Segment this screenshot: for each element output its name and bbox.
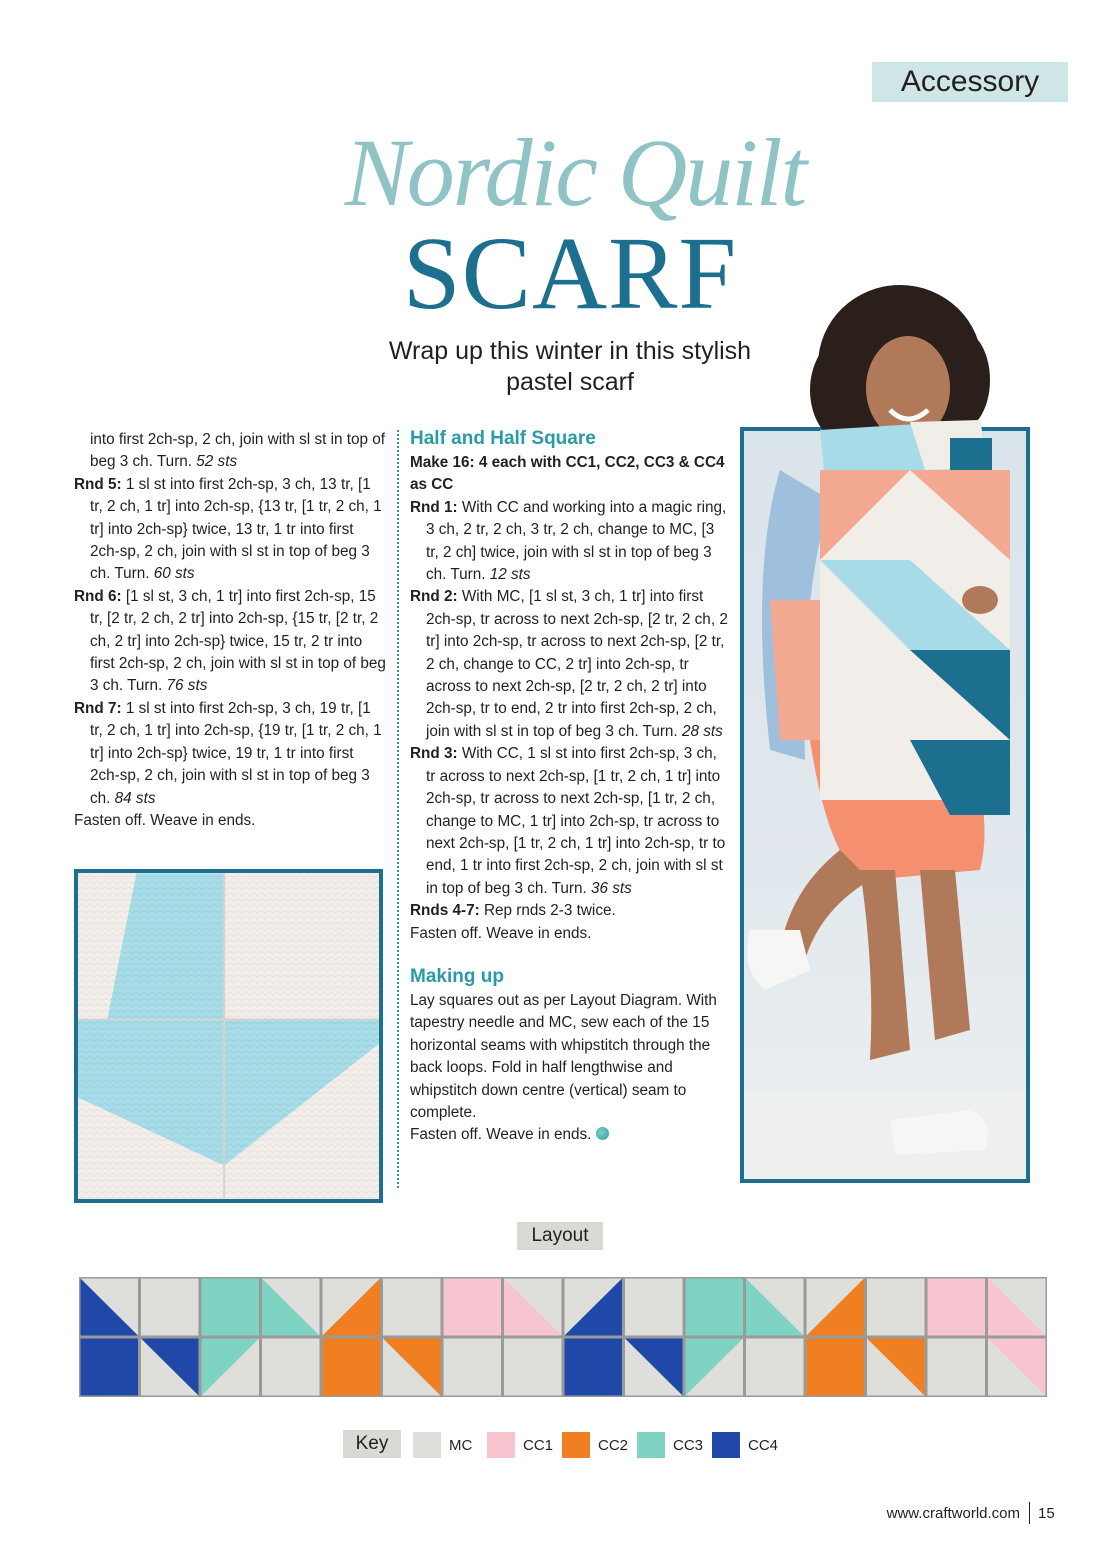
layout-cell	[79, 1337, 140, 1397]
layout-cell	[382, 1277, 443, 1337]
rounds-4-7: Rnds 4-7: Rep rnds 2-3 twice.	[410, 902, 616, 920]
key-swatch-label: CC3	[673, 1436, 704, 1454]
round-2: Rnd 2: With MC, [1 sl st, 3 ch, 1 tr] into first 2ch-sp, tr across to next 2ch-sp, [2 tr, 2 ch, 2 tr] into 2ch-sp, tr across to next 2ch-sp, [2 tr, 2 ch, change to CC, 2 tr] into 2ch-sp, tr across to next 2ch-sp, [2 tr, 2 ch, 2 tr] into 2ch-sp, tr to end, 2 tr into first 2ch-sp, 2 ch, join with sl st in top of beg 3 ch. Turn. 28 sts	[410, 588, 728, 740]
title-script: Nordic Quilt	[344, 119, 806, 226]
make-instruction: Make 16: 4 each with CC1, CC2, CC3 & CC4 as CC	[410, 454, 725, 494]
middle-column	[410, 427, 730, 1147]
layout-cell	[624, 1277, 685, 1337]
layout-cell	[563, 1337, 624, 1397]
layout-cell	[140, 1277, 201, 1337]
round-7: Rnd 7: 1 sl st into first 2ch-sp, 3 ch, 19 tr, [1 tr, 2 ch, 1 tr] into 2ch-sp, {19 tr, [1 tr, 2 ch, 1 tr] into 2ch-sp} twice, 19 tr, 1 tr into first 2ch-sp, 2 ch, join with sl st in top of beg 3 ch. 84 sts	[74, 699, 382, 807]
key-swatch	[712, 1432, 740, 1458]
key-item-cc2	[562, 1432, 628, 1458]
key-item-cc1	[487, 1432, 553, 1458]
heading-making-up: Making up	[410, 965, 504, 987]
swatch-photo	[74, 869, 383, 1203]
layout-cell	[926, 1277, 987, 1337]
key-item-mc	[413, 1432, 472, 1458]
layout-cell	[805, 1337, 866, 1397]
fasten-off-mid: Fasten off. Weave in ends.	[410, 924, 592, 942]
making-up-fasten: Fasten off. Weave in ends.	[410, 1124, 730, 1146]
heading-half-square: Half and Half Square	[410, 428, 596, 449]
layout-cell	[442, 1277, 503, 1337]
key-swatch-label: CC2	[598, 1436, 629, 1454]
key-item-cc3	[637, 1432, 703, 1458]
layout-cell	[684, 1277, 745, 1337]
layout-diagram	[79, 1277, 1047, 1397]
layout-label: Layout	[517, 1222, 603, 1250]
column-divider	[397, 430, 399, 1188]
key-swatch-label: CC1	[523, 1436, 554, 1454]
page-number: 15	[1038, 1505, 1055, 1522]
title-main: SCARF	[402, 216, 738, 331]
standfirst: Wrap up this winter in this stylish pastel scarf	[388, 337, 752, 396]
key-swatch-label: MC	[449, 1436, 473, 1454]
layout-cell	[866, 1277, 927, 1337]
key-item-cc4	[712, 1432, 778, 1458]
round-6: Rnd 6: [1 sl st, 3 ch, 1 tr] into first 2ch-sp, 15 tr, [2 tr, 2 ch, 2 tr] into 2ch-sp, {15 tr, [2 tr, 2 ch, 2 tr] into 2ch-sp} twice, 15 tr, 2 tr into first 2ch-sp, 2 ch, join with sl st in top of beg 3 ch. Turn. 76 sts	[74, 587, 386, 695]
making-up-text: Lay squares out as per Layout Diagram. With tapestry needle and MC, sew each of the 15 horizontal seams with whipstitch through the back loops. Fold in half lengthwise and whipstitch down centre (vertical) seam to complete.	[410, 991, 717, 1121]
footer-separator	[1029, 1502, 1030, 1524]
footer-url: www.craftworld.com	[886, 1505, 1020, 1522]
layout-cell	[745, 1337, 806, 1397]
layout-cell	[503, 1337, 564, 1397]
round-1: Rnd 1: With CC and working into a magic ring, 3 ch, 2 tr, 2 ch, 3 tr, 2 ch, change to MC, [3 tr, 2 ch] twice, join with sl st in top of beg 3 ch. Turn. 12 sts	[410, 498, 727, 584]
layout-cell	[926, 1337, 987, 1397]
key-swatch	[487, 1432, 515, 1458]
fasten-off: Fasten off. Weave in ends.	[74, 811, 256, 829]
layout-cell	[200, 1277, 261, 1337]
model-photo	[710, 270, 1040, 1190]
layout-cell	[442, 1337, 503, 1397]
left-column	[74, 429, 386, 832]
key-swatch	[413, 1432, 441, 1458]
key-swatch	[637, 1432, 665, 1458]
key-swatch	[562, 1432, 590, 1458]
layout-cell	[321, 1337, 382, 1397]
yarn-ball-icon	[596, 1127, 609, 1140]
key-swatch-label: CC4	[748, 1436, 779, 1454]
section-tag: Accessory	[872, 62, 1068, 102]
layout-cell	[261, 1337, 322, 1397]
key-label: Key	[343, 1430, 401, 1458]
round-5: Rnd 5: 1 sl st into first 2ch-sp, 3 ch, 13 tr, [1 tr, 2 ch, 1 tr] into 2ch-sp, {13 tr, [1 tr, 2 ch, 1 tr] into 2ch-sp} twice, 13 tr, 1 tr into first 2ch-sp, 2 ch, join with sl st in top of beg 3 ch. Turn. 60 sts	[74, 475, 382, 583]
continued-round: into first 2ch-sp, 2 ch, join with sl st in top of beg 3 ch. Turn. 52 sts	[90, 431, 386, 471]
round-3: Rnd 3: With CC, 1 sl st into first 2ch-sp, 3 ch, tr across to next 2ch-sp, [1 tr, 2 ch, 1 tr] into 2ch-sp, tr across to next 2ch-sp, [1 tr, 2 ch, change to MC, 1 tr] into 2ch-sp, tr across to next 2ch-sp, [1 tr, 2 ch, 1 tr] into 2ch-sp, tr to end, 1 tr into first 2ch-sp, 2 ch, join with sl st in top of beg 3 ch. Turn. 36 sts	[410, 745, 726, 897]
